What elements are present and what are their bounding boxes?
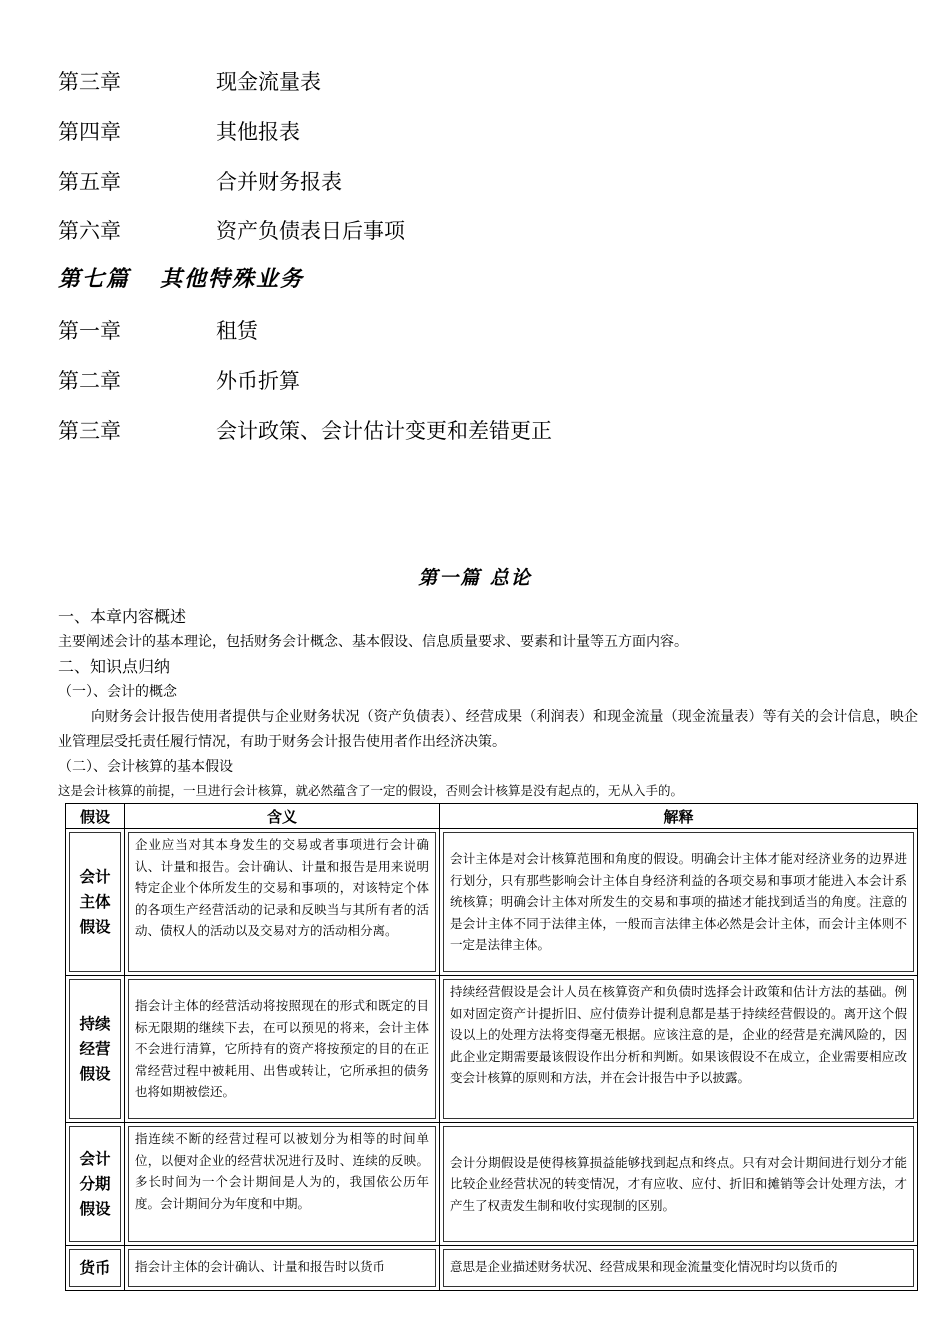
table-row bbox=[66, 829, 918, 976]
overview-text: 主要阐述会计的基本理论，包括财务会计概念、基本假设、信息质量要求、要素和计量等五方面内容。 bbox=[58, 634, 688, 650]
heading-knowledge: 二、知识点归纳 bbox=[58, 657, 171, 676]
assumption-label-cell bbox=[66, 1123, 125, 1246]
toc-title: 现金流量表 bbox=[216, 70, 321, 94]
heading-overview: 一、本章内容概述 bbox=[58, 607, 187, 626]
toc-title: 租赁 bbox=[216, 319, 258, 343]
subheading-concept: （一）、会计的概念 bbox=[58, 684, 177, 700]
meaning-text: 指会计主体的经营活动将按照现在的形式和既定的目标无限期的继续下去，在可以预见的将来，会计主体不会进行清算，它所持有的资产将按预定的目的在正常经营过程中被耗用、出售或转让，它所承担的债务也将如期被偿还。 bbox=[135, 998, 429, 1100]
meaning-cell bbox=[125, 829, 440, 976]
toc-chapter: 第二章 bbox=[58, 369, 121, 393]
explanation-cell bbox=[440, 976, 918, 1123]
toc-chapter: 第三章 bbox=[58, 419, 121, 443]
table-row bbox=[66, 976, 918, 1123]
assumption-label: 货币 bbox=[79, 1258, 111, 1277]
meaning-cell bbox=[125, 976, 440, 1123]
table-header-row bbox=[66, 804, 918, 829]
assumptions-note: 这是会计核算的前提，一旦进行会计核算，就必然蕴含了一定的假设，否则会计核算是没有起点的，无从入手的。 bbox=[58, 783, 684, 798]
assumption-label-cell bbox=[66, 829, 125, 976]
toc-title: 会计政策、会计估计变更和差错更正 bbox=[216, 419, 552, 443]
explanation-cell bbox=[440, 1246, 918, 1291]
section-title: 第一篇 总论 bbox=[418, 567, 532, 589]
explanation-text: 意思是企业描述财务状况、经营成果和现金流量变化情况时均以货币的 bbox=[450, 1259, 838, 1274]
explanation-text: 会计主体是对会计核算范围和角度的假设。明确会计主体才能对经济业务的边界进行划分，只有那些影响会计主体自身经济利益的各项交易和事项才能进入本会计系统核算；明确会计主体对所发生的交易和事项的描述才能找到适当的角度。注意的是会计主体不同于法律主体，一般而言法律主体必然是会计主体，而会计主体则不一定是法律主体。 bbox=[450, 851, 907, 953]
concept-text: 向财务会计报告使用者提供与企业财务状况（资产负债表）、经营成果（利润表）和现金流量（现金流量表）等有关的会计信息，映企业管理层受托责任履行情况，有助于财务会计报告使用者作出经济决策。 bbox=[58, 709, 918, 750]
meaning-text: 企业应当对其本身发生的交易或者事项进行会计确认、计量和报告。会计确认、计量和报告是用来说明特定企业个体所发生的交易和事项的，对该特定个体的各项生产经营活动的记录和反映当与其所有者的活动、债权人的活动以及交易对方的活动相分离。 bbox=[135, 837, 429, 938]
part-label: 第七篇 bbox=[58, 267, 131, 292]
toc-chapter: 第五章 bbox=[58, 170, 121, 194]
header-assumption: 假设 bbox=[66, 804, 125, 829]
table-row bbox=[66, 1246, 918, 1291]
part-title: 其他特殊业务 bbox=[160, 267, 305, 292]
meaning-text: 指会计主体的会计确认、计量和报告时以货币 bbox=[135, 1259, 386, 1274]
toc-chapter: 第一章 bbox=[58, 319, 121, 343]
explanation-text: 会计分期假设是使得核算损益能够找到起点和终点。只有对会计期间进行划分才能比较企业经营状况的转变情况，才有应收、应付、折旧和摊销等会计处理方法，才产生了权责发生制和收付实现制的区别。 bbox=[450, 1154, 907, 1213]
part-heading bbox=[58, 262, 304, 293]
meaning-cell bbox=[125, 1246, 440, 1291]
toc-chapter: 第四章 bbox=[58, 120, 121, 144]
header-meaning: 含义 bbox=[125, 804, 440, 829]
toc-title: 资产负债表日后事项 bbox=[216, 219, 405, 243]
assumption-label-cell bbox=[66, 1246, 125, 1291]
explanation-cell bbox=[440, 829, 918, 976]
toc-title: 合并财务报表 bbox=[216, 170, 342, 194]
subheading-assumptions: （二）、会计核算的基本假设 bbox=[58, 759, 233, 775]
toc-title: 外币折算 bbox=[216, 369, 300, 393]
toc-chapter: 第六章 bbox=[58, 219, 121, 243]
assumption-label: 会计 主体 假设 bbox=[79, 867, 111, 936]
explanation-text: 持续经营假设是会计人员在核算资产和负债时选择会计政策和估计方法的基础。例如对固定资产计提折旧、应付债券计提利息都是基于持续经营假设的。离开这个假设以上的处理方法将变得毫无根据。应该注意的是，企业的经营是充满风险的，因此企业定期需要最该假设作出分析和判断。如果该假设不在成立，企业需要相应改变会计核算的原则和方法，并在会计报告中予以披露。 bbox=[450, 984, 907, 1085]
assumption-label: 会计 分期 假设 bbox=[79, 1149, 111, 1218]
assumption-label: 持续 经营 假设 bbox=[79, 1014, 111, 1083]
toc-title: 其他报表 bbox=[216, 120, 300, 144]
assumption-label-cell bbox=[66, 976, 125, 1123]
table-row bbox=[66, 1123, 918, 1246]
explanation-cell bbox=[440, 1123, 918, 1246]
meaning-cell bbox=[125, 1123, 440, 1246]
header-explanation: 解释 bbox=[440, 804, 918, 829]
toc-chapter: 第三章 bbox=[58, 70, 121, 94]
assumptions-table bbox=[65, 803, 918, 1291]
meaning-text: 指连续不断的经营过程可以被划分为相等的时间单位，以便对企业的经营状况进行及时、连续的反映。多长时间为一个会计期间是人为的，我国依公历年度。会计期间分为年度和中期。 bbox=[135, 1131, 429, 1211]
